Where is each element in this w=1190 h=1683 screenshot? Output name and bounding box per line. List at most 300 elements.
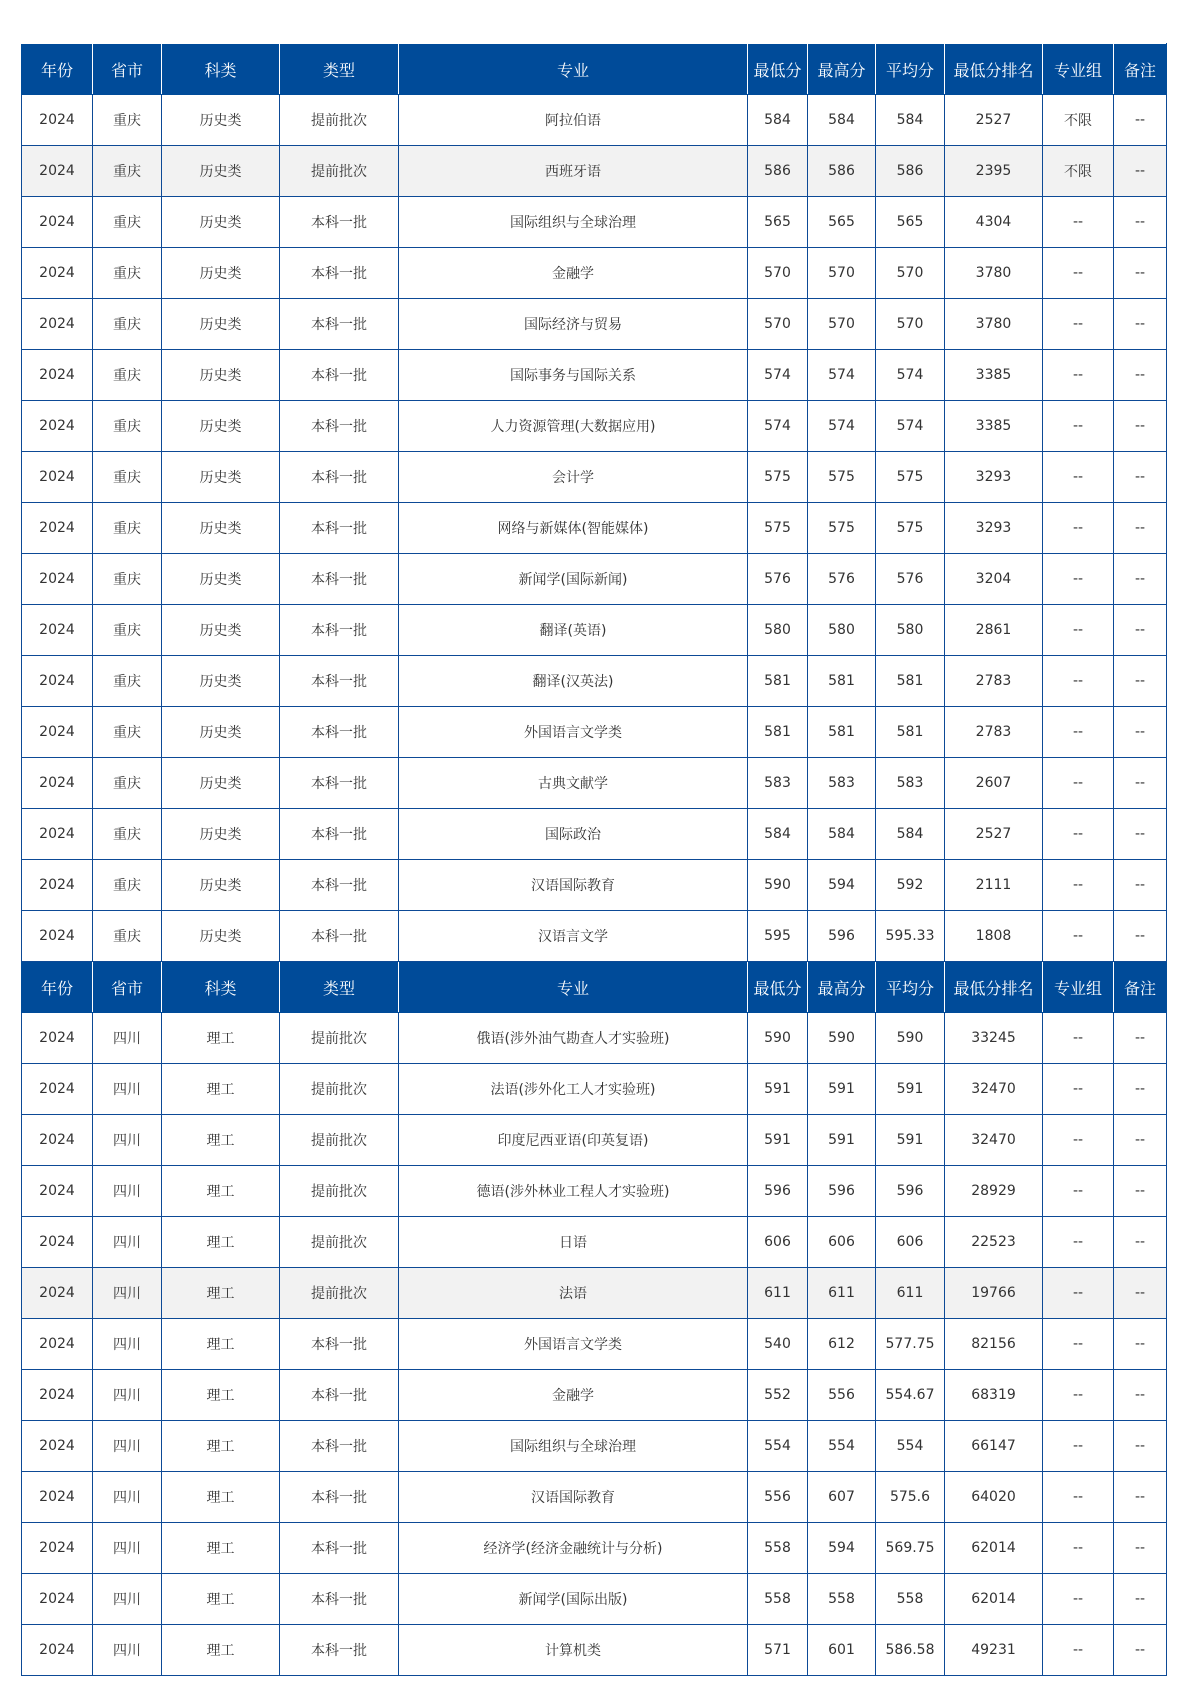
cell-subject: 历史类 [162,401,280,452]
cell-min-rank: 3293 [945,452,1043,503]
cell-batch: 本科一批 [280,1421,399,1472]
cell-major-group: -- [1043,1217,1114,1268]
cell-min-score: 591 [748,1115,808,1166]
cell-subject: 理工 [162,1319,280,1370]
cell-major-group: -- [1043,1421,1114,1472]
cell-year: 2024 [22,401,93,452]
cell-year: 2024 [22,146,93,197]
cell-batch: 本科一批 [280,758,399,809]
cell-min-rank: 1808 [945,911,1043,962]
cell-min-score: 540 [748,1319,808,1370]
cell-year: 2024 [22,1574,93,1625]
cell-major-group: -- [1043,656,1114,707]
cell-min-score: 552 [748,1370,808,1421]
cell-major-group: -- [1043,605,1114,656]
cell-major: 国际经济与贸易 [399,299,748,350]
cell-min-rank: 62014 [945,1574,1043,1625]
header-major: 专业 [399,44,748,95]
cell-avg-score: 606 [876,1217,945,1268]
cell-min-score: 611 [748,1268,808,1319]
cell-subject: 历史类 [162,605,280,656]
cell-province: 四川 [93,1115,162,1166]
table-row [22,299,1167,350]
cell-batch: 提前批次 [280,146,399,197]
cell-min-rank: 2783 [945,656,1043,707]
table-row [22,1166,1167,1217]
table-row [22,503,1167,554]
cell-min-rank: 2607 [945,758,1043,809]
cell-remarks: -- [1114,656,1167,707]
cell-year: 2024 [22,1268,93,1319]
cell-major-group: -- [1043,1115,1114,1166]
cell-batch: 本科一批 [280,656,399,707]
cell-major-group: -- [1043,758,1114,809]
cell-batch: 本科一批 [280,809,399,860]
header-min-rank: 最低分排名 [945,44,1043,95]
cell-province: 重庆 [93,197,162,248]
cell-province: 重庆 [93,95,162,146]
cell-major-group: -- [1043,860,1114,911]
admission-scores-table [21,43,1167,1676]
cell-batch: 本科一批 [280,1319,399,1370]
cell-remarks: -- [1114,1115,1167,1166]
cell-province: 四川 [93,1013,162,1064]
cell-subject: 理工 [162,1268,280,1319]
cell-avg-score: 569.75 [876,1523,945,1574]
cell-year: 2024 [22,1064,93,1115]
cell-year: 2024 [22,1319,93,1370]
cell-subject: 历史类 [162,707,280,758]
cell-remarks: -- [1114,809,1167,860]
table-header-row [22,962,1167,1013]
cell-province: 重庆 [93,707,162,758]
cell-major: 金融学 [399,248,748,299]
cell-province: 四川 [93,1064,162,1115]
cell-year: 2024 [22,809,93,860]
cell-min-rank: 2783 [945,707,1043,758]
cell-province: 四川 [93,1523,162,1574]
cell-min-rank: 3293 [945,503,1043,554]
cell-min-rank: 19766 [945,1268,1043,1319]
cell-remarks: -- [1114,452,1167,503]
cell-avg-score: 575 [876,503,945,554]
cell-avg-score: 596 [876,1166,945,1217]
cell-major: 国际政治 [399,809,748,860]
cell-avg-score: 583 [876,758,945,809]
cell-min-score: 595 [748,911,808,962]
cell-min-score: 583 [748,758,808,809]
cell-year: 2024 [22,350,93,401]
cell-batch: 提前批次 [280,1064,399,1115]
table-row [22,605,1167,656]
cell-year: 2024 [22,452,93,503]
cell-major: 西班牙语 [399,146,748,197]
cell-min-score: 575 [748,452,808,503]
cell-remarks: -- [1114,605,1167,656]
cell-min-rank: 49231 [945,1625,1043,1676]
cell-avg-score: 584 [876,809,945,860]
cell-province: 重庆 [93,350,162,401]
cell-remarks: -- [1114,1319,1167,1370]
table-row [22,758,1167,809]
table-row [22,911,1167,962]
cell-max-score: 596 [808,1166,876,1217]
cell-max-score: 584 [808,809,876,860]
cell-major-group: -- [1043,401,1114,452]
cell-subject: 历史类 [162,758,280,809]
cell-remarks: -- [1114,1472,1167,1523]
cell-batch: 提前批次 [280,1268,399,1319]
cell-major: 外国语言文学类 [399,1319,748,1370]
cell-avg-score: 554 [876,1421,945,1472]
cell-province: 重庆 [93,809,162,860]
cell-min-score: 570 [748,248,808,299]
cell-subject: 理工 [162,1370,280,1421]
cell-min-rank: 32470 [945,1115,1043,1166]
cell-year: 2024 [22,656,93,707]
header-remarks: 备注 [1114,44,1167,95]
cell-min-rank: 82156 [945,1319,1043,1370]
cell-major: 人力资源管理(大数据应用) [399,401,748,452]
cell-avg-score: 584 [876,95,945,146]
cell-min-rank: 62014 [945,1523,1043,1574]
cell-avg-score: 575.6 [876,1472,945,1523]
cell-subject: 历史类 [162,809,280,860]
cell-max-score: 591 [808,1115,876,1166]
cell-avg-score: 586 [876,146,945,197]
cell-major: 汉语言文学 [399,911,748,962]
cell-batch: 本科一批 [280,248,399,299]
cell-max-score: 590 [808,1013,876,1064]
cell-max-score: 558 [808,1574,876,1625]
cell-major: 国际组织与全球治理 [399,197,748,248]
table-row [22,1421,1167,1472]
cell-year: 2024 [22,95,93,146]
cell-min-score: 581 [748,707,808,758]
cell-min-score: 575 [748,503,808,554]
cell-major-group: -- [1043,299,1114,350]
cell-province: 重庆 [93,452,162,503]
cell-avg-score: 576 [876,554,945,605]
cell-batch: 本科一批 [280,1370,399,1421]
cell-batch: 提前批次 [280,1013,399,1064]
cell-province: 四川 [93,1319,162,1370]
table-row [22,656,1167,707]
cell-remarks: -- [1114,1523,1167,1574]
cell-year: 2024 [22,911,93,962]
cell-province: 重庆 [93,860,162,911]
cell-batch: 本科一批 [280,1523,399,1574]
cell-remarks: -- [1114,554,1167,605]
cell-major: 俄语(涉外油气勘查人才实验班) [399,1013,748,1064]
cell-major: 古典文献学 [399,758,748,809]
cell-year: 2024 [22,248,93,299]
cell-batch: 提前批次 [280,95,399,146]
cell-subject: 历史类 [162,197,280,248]
cell-major-group: -- [1043,350,1114,401]
cell-avg-score: 581 [876,707,945,758]
table-row [22,197,1167,248]
cell-year: 2024 [22,299,93,350]
cell-province: 四川 [93,1472,162,1523]
header-batch: 类型 [280,44,399,95]
cell-max-score: 607 [808,1472,876,1523]
cell-max-score: 556 [808,1370,876,1421]
cell-batch: 提前批次 [280,1166,399,1217]
cell-major: 翻译(汉英法) [399,656,748,707]
cell-max-score: 583 [808,758,876,809]
cell-min-rank: 2111 [945,860,1043,911]
cell-batch: 本科一批 [280,605,399,656]
table-row [22,1115,1167,1166]
cell-major: 翻译(英语) [399,605,748,656]
cell-max-score: 570 [808,299,876,350]
cell-avg-score: 590 [876,1013,945,1064]
cell-year: 2024 [22,1421,93,1472]
cell-max-score: 565 [808,197,876,248]
cell-min-score: 571 [748,1625,808,1676]
cell-subject: 历史类 [162,299,280,350]
cell-max-score: 581 [808,707,876,758]
cell-major-group: -- [1043,503,1114,554]
header-major-group: 专业组 [1043,962,1114,1013]
cell-avg-score: 554.67 [876,1370,945,1421]
cell-remarks: -- [1114,401,1167,452]
cell-subject: 历史类 [162,350,280,401]
header-max-score: 最高分 [808,44,876,95]
cell-subject: 历史类 [162,95,280,146]
cell-min-rank: 3780 [945,248,1043,299]
cell-batch: 本科一批 [280,911,399,962]
table-row [22,1013,1167,1064]
table-row [22,452,1167,503]
cell-remarks: -- [1114,146,1167,197]
cell-max-score: 611 [808,1268,876,1319]
cell-max-score: 576 [808,554,876,605]
cell-max-score: 584 [808,95,876,146]
cell-batch: 本科一批 [280,197,399,248]
cell-min-rank: 2527 [945,95,1043,146]
header-major-group: 专业组 [1043,44,1114,95]
cell-year: 2024 [22,1115,93,1166]
cell-year: 2024 [22,758,93,809]
cell-year: 2024 [22,554,93,605]
header-year: 年份 [22,44,93,95]
cell-remarks: -- [1114,1574,1167,1625]
cell-year: 2024 [22,1370,93,1421]
cell-year: 2024 [22,605,93,656]
cell-batch: 提前批次 [280,1217,399,1268]
table-row [22,350,1167,401]
cell-min-rank: 3780 [945,299,1043,350]
cell-min-score: 586 [748,146,808,197]
table-header-row [22,44,1167,95]
cell-min-score: 580 [748,605,808,656]
header-batch: 类型 [280,962,399,1013]
cell-min-score: 574 [748,401,808,452]
cell-subject: 历史类 [162,452,280,503]
cell-year: 2024 [22,1523,93,1574]
cell-batch: 本科一批 [280,1472,399,1523]
cell-max-score: 570 [808,248,876,299]
cell-min-rank: 3204 [945,554,1043,605]
cell-max-score: 575 [808,503,876,554]
table-row [22,401,1167,452]
table-row [22,707,1167,758]
cell-min-rank: 3385 [945,350,1043,401]
cell-major: 外国语言文学类 [399,707,748,758]
table-row [22,860,1167,911]
cell-min-rank: 3385 [945,401,1043,452]
table-row [22,554,1167,605]
cell-subject: 理工 [162,1625,280,1676]
cell-major-group: -- [1043,911,1114,962]
cell-major-group: -- [1043,1268,1114,1319]
cell-major-group: -- [1043,452,1114,503]
cell-major: 国际组织与全球治理 [399,1421,748,1472]
table-row [22,146,1167,197]
cell-max-score: 606 [808,1217,876,1268]
table-row [22,1625,1167,1676]
cell-remarks: -- [1114,758,1167,809]
cell-year: 2024 [22,1625,93,1676]
cell-avg-score: 611 [876,1268,945,1319]
cell-major: 会计学 [399,452,748,503]
cell-batch: 本科一批 [280,860,399,911]
cell-year: 2024 [22,1217,93,1268]
cell-min-score: 590 [748,860,808,911]
table-row [22,1574,1167,1625]
cell-remarks: -- [1114,1064,1167,1115]
cell-major: 汉语国际教育 [399,860,748,911]
cell-avg-score: 591 [876,1064,945,1115]
cell-avg-score: 577.75 [876,1319,945,1370]
cell-batch: 提前批次 [280,1115,399,1166]
cell-max-score: 580 [808,605,876,656]
cell-province: 重庆 [93,146,162,197]
table-row [22,1064,1167,1115]
cell-min-score: 558 [748,1523,808,1574]
cell-province: 四川 [93,1217,162,1268]
cell-min-rank: 4304 [945,197,1043,248]
table-row [22,1523,1167,1574]
cell-province: 重庆 [93,911,162,962]
cell-max-score: 581 [808,656,876,707]
cell-major: 新闻学(国际新闻) [399,554,748,605]
header-subject: 科类 [162,44,280,95]
header-subject: 科类 [162,962,280,1013]
cell-avg-score: 586.58 [876,1625,945,1676]
cell-major: 法语 [399,1268,748,1319]
cell-major-group: -- [1043,1166,1114,1217]
cell-batch: 本科一批 [280,1574,399,1625]
cell-min-score: 606 [748,1217,808,1268]
cell-subject: 历史类 [162,503,280,554]
cell-subject: 历史类 [162,911,280,962]
cell-major: 汉语国际教育 [399,1472,748,1523]
cell-avg-score: 565 [876,197,945,248]
cell-province: 重庆 [93,656,162,707]
cell-avg-score: 570 [876,299,945,350]
cell-province: 重庆 [93,299,162,350]
cell-min-rank: 2861 [945,605,1043,656]
cell-batch: 本科一批 [280,1625,399,1676]
header-min-score: 最低分 [748,962,808,1013]
cell-remarks: -- [1114,1421,1167,1472]
cell-max-score: 586 [808,146,876,197]
cell-remarks: -- [1114,1217,1167,1268]
cell-avg-score: 595.33 [876,911,945,962]
cell-major: 阿拉伯语 [399,95,748,146]
cell-province: 四川 [93,1421,162,1472]
cell-major-group: -- [1043,248,1114,299]
cell-max-score: 574 [808,350,876,401]
cell-subject: 理工 [162,1574,280,1625]
cell-batch: 本科一批 [280,452,399,503]
cell-subject: 理工 [162,1472,280,1523]
cell-major: 印度尼西亚语(印英复语) [399,1115,748,1166]
cell-avg-score: 574 [876,401,945,452]
cell-remarks: -- [1114,860,1167,911]
cell-subject: 理工 [162,1523,280,1574]
cell-avg-score: 591 [876,1115,945,1166]
cell-major-group: -- [1043,1013,1114,1064]
header-province: 省市 [93,44,162,95]
cell-province: 重庆 [93,758,162,809]
cell-subject: 理工 [162,1421,280,1472]
table-row [22,1472,1167,1523]
cell-subject: 理工 [162,1166,280,1217]
cell-major-group: 不限 [1043,146,1114,197]
cell-remarks: -- [1114,350,1167,401]
cell-subject: 理工 [162,1217,280,1268]
cell-subject: 理工 [162,1064,280,1115]
cell-max-score: 594 [808,1523,876,1574]
cell-year: 2024 [22,860,93,911]
header-avg-score: 平均分 [876,962,945,1013]
cell-major: 计算机类 [399,1625,748,1676]
cell-min-score: 584 [748,95,808,146]
cell-subject: 理工 [162,1013,280,1064]
header-major: 专业 [399,962,748,1013]
cell-batch: 本科一批 [280,503,399,554]
cell-subject: 历史类 [162,656,280,707]
cell-province: 四川 [93,1574,162,1625]
cell-remarks: -- [1114,1370,1167,1421]
cell-min-score: 554 [748,1421,808,1472]
table-row [22,1370,1167,1421]
cell-min-rank: 32470 [945,1064,1043,1115]
cell-province: 重庆 [93,248,162,299]
cell-year: 2024 [22,197,93,248]
cell-remarks: -- [1114,95,1167,146]
cell-major: 网络与新媒体(智能媒体) [399,503,748,554]
cell-min-score: 570 [748,299,808,350]
cell-batch: 本科一批 [280,554,399,605]
cell-remarks: -- [1114,299,1167,350]
cell-province: 重庆 [93,554,162,605]
cell-max-score: 554 [808,1421,876,1472]
cell-avg-score: 558 [876,1574,945,1625]
cell-min-rank: 66147 [945,1421,1043,1472]
cell-batch: 本科一批 [280,707,399,758]
cell-max-score: 574 [808,401,876,452]
cell-batch: 本科一批 [280,299,399,350]
cell-avg-score: 570 [876,248,945,299]
cell-min-score: 576 [748,554,808,605]
table-row [22,1217,1167,1268]
cell-subject: 理工 [162,1115,280,1166]
